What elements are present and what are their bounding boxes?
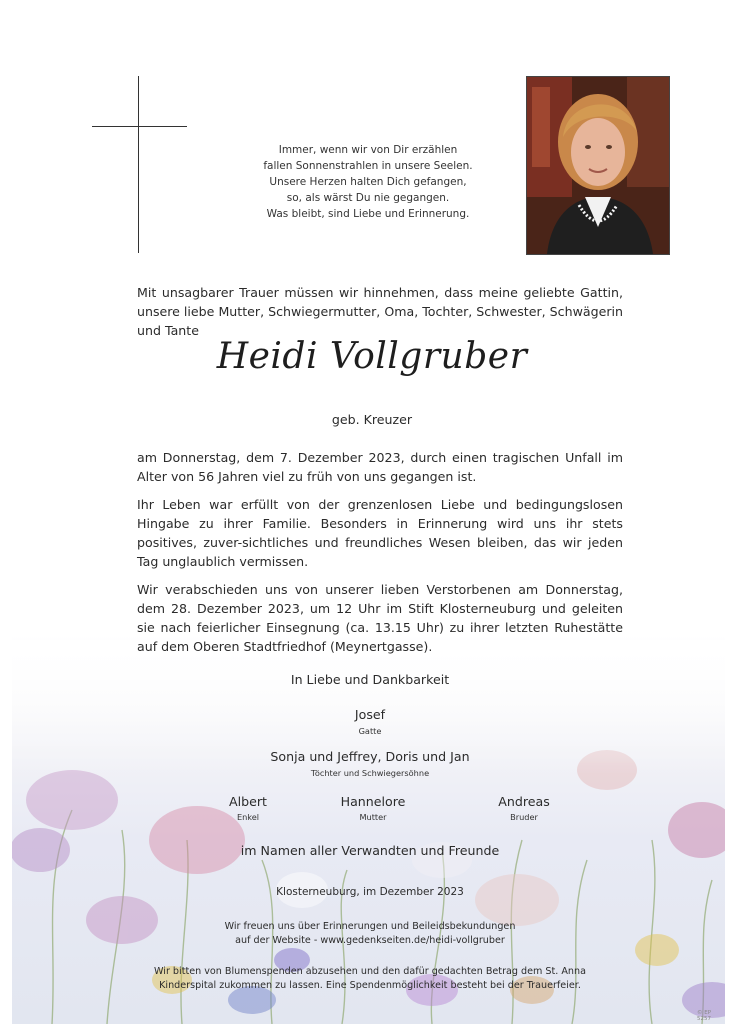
cross-icon-bar <box>92 126 187 127</box>
place-date: Klosterneuburg, im Dezember 2023 <box>276 886 464 898</box>
mourner-name: Albert <box>229 794 267 809</box>
mourner-name: Sonja und Jeffrey, Doris und Jan <box>270 749 470 764</box>
mourner-name: Josef <box>354 707 386 722</box>
mourner-name: Andreas <box>498 794 550 809</box>
website-note-line: Wir freuen uns über Erinnerungen und Beileidsbekundungen <box>224 921 516 932</box>
mourner-relation: Mutter <box>359 812 387 822</box>
death-notice-paragraph: am Donnerstag, dem 7. Dezember 2023, durch einen tragischen Unfall im Alter von 56 Jahren viel zu früh von uns gegangen ist. <box>137 450 623 484</box>
tribute-paragraph: Ihr Leben war erfüllt von der grenzenlosen Liebe und bedingungslosen Hingabe zu ihrer Familie. Besonders in Erinnerung wird uns ihr stets positives, zuver-sichtliches und freundliches Wesen bleiben, das wir jeden Tag unglaublich vermissen. <box>137 497 623 569</box>
funeral-details-paragraph: Wir verabschieden uns von unserer lieben Verstorbenen am Donnerstag, dem 28. Dezember 2023, um 12 Uhr im Stift Klosterneuburg und geleiten sie nach feierlicher Einsegnung (ca. 13.15 Uhr) zu ihrer letzten Ruhestätte auf dem Oberen Stadtfriedhof (Meynertgasse). <box>137 582 623 654</box>
maiden-name: geb. Kreuzer <box>331 412 413 427</box>
mourner-relation: Bruder <box>510 812 538 822</box>
mourners-opening: In Liebe und Dankbarkeit <box>290 672 450 687</box>
mourner-relation: Töchter und Schwiegersöhne <box>310 768 430 778</box>
poem-line: so, als wärst Du nie gegangen. <box>286 192 450 204</box>
mourner-name: Hannelore <box>340 794 406 809</box>
template-code: © EP 5257 <box>697 1010 712 1022</box>
mourner-relation: Gatte <box>358 726 382 736</box>
donation-note-line: Kinderspital zukommen zu lassen. Eine Spendenmöglichkeit besteht bei der Trauerfeier. <box>159 980 581 991</box>
cross-icon <box>138 76 139 253</box>
memorial-poem <box>248 142 488 222</box>
poem-line: Immer, wenn wir von Dir erzählen <box>278 144 458 156</box>
poem-line: fallen Sonnenstrahlen in unsere Seelen. <box>263 160 473 172</box>
mourner-relation: Enkel <box>236 812 260 822</box>
deceased-name: Heidi Vollgruber <box>216 336 528 377</box>
poem-line: Was bleibt, sind Liebe und Erinnerung. <box>266 208 470 220</box>
obituary-page <box>12 0 725 1024</box>
poem-line: Unsere Herzen halten Dich gefangen, <box>269 176 467 188</box>
donation-note-line: Wir bitten von Blumenspenden abzusehen und den dafür gedachten Betrag dem St. Anna <box>154 966 586 977</box>
donation-note <box>60 965 680 993</box>
website-note-line: auf der Website - www.gedenkseiten.de/heidi-vollgruber <box>235 935 505 946</box>
portrait-photo <box>526 76 670 255</box>
intro-text: Mit unsagbarer Trauer müssen wir hinnehmen, dass meine geliebte Gattin, unsere liebe Mutter, Schwiegermutter, Oma, Tochter, Schwester, Schwägerin und Tante <box>137 285 623 338</box>
mourners-closing: im Namen aller Verwandten und Freunde <box>240 843 500 858</box>
website-note <box>100 920 640 948</box>
